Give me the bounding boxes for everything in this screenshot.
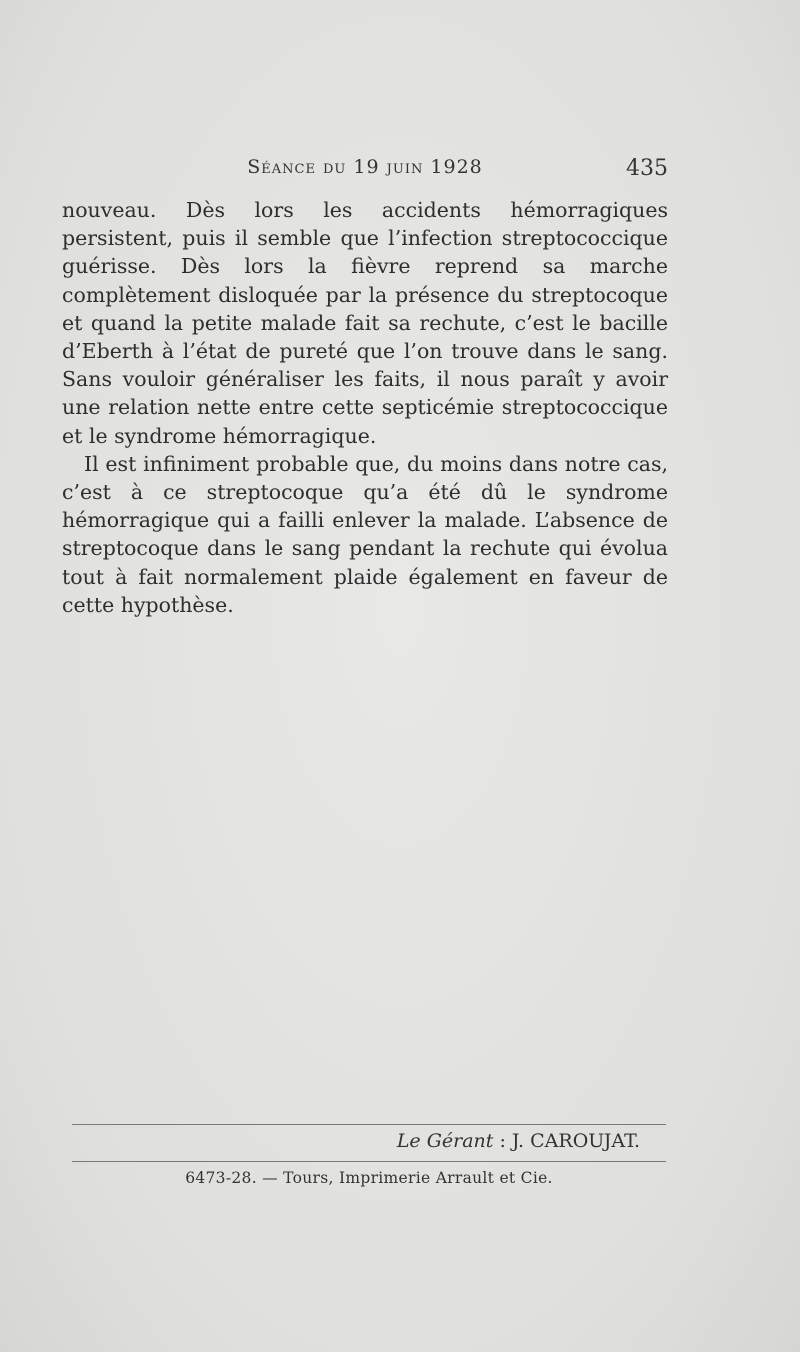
- paragraph-1: nouveau. Dès lors les accidents hémorragiques persistent, puis il semble que l’infection streptococcique guérisse. Dès lors la fièvre reprend sa marche complètement disloquée par la présence du streptocoque et quand la petite malade fait sa rechute, c’est le bacille d’Eberth à l’état de pureté que l’on trouve dans le sang. Sans vouloir généraliser les faits, il nous paraît y avoir une relation nette entre cette septicémie streptococcique et le syndrome hémorragique.: [62, 198, 668, 448]
- body-text: [62, 196, 668, 619]
- running-title: [62, 156, 668, 178]
- running-title-month: juin: [386, 156, 424, 178]
- page-number: 435: [626, 156, 668, 181]
- paragraph-2: Il est infiniment probable que, du moins dans notre cas, c’est à ce streptocoque qu’a été dû le syndrome hémorragique qui a failli enlever la malade. L’absence de streptocoque dans le sang pendant la rechute qui évolua tout à fait normalement plaide également en faveur de cette hypothèse.: [62, 451, 668, 617]
- top-rule: [72, 1124, 666, 1125]
- imprint-line: 6473-28. — Tours, Imprimerie Arrault et Cie.: [185, 1169, 553, 1187]
- bottom-rule: [72, 1161, 666, 1162]
- signature-separator: :: [493, 1130, 512, 1152]
- running-head: [62, 156, 668, 186]
- running-title-year: 1928: [430, 156, 483, 178]
- signature: [72, 1130, 640, 1152]
- running-title-prefix: Séance du: [247, 156, 347, 178]
- running-title-day: 19: [353, 156, 380, 178]
- signature-role: Le Gérant: [396, 1130, 494, 1152]
- signature-name: J. CAROUJAT.: [511, 1130, 640, 1152]
